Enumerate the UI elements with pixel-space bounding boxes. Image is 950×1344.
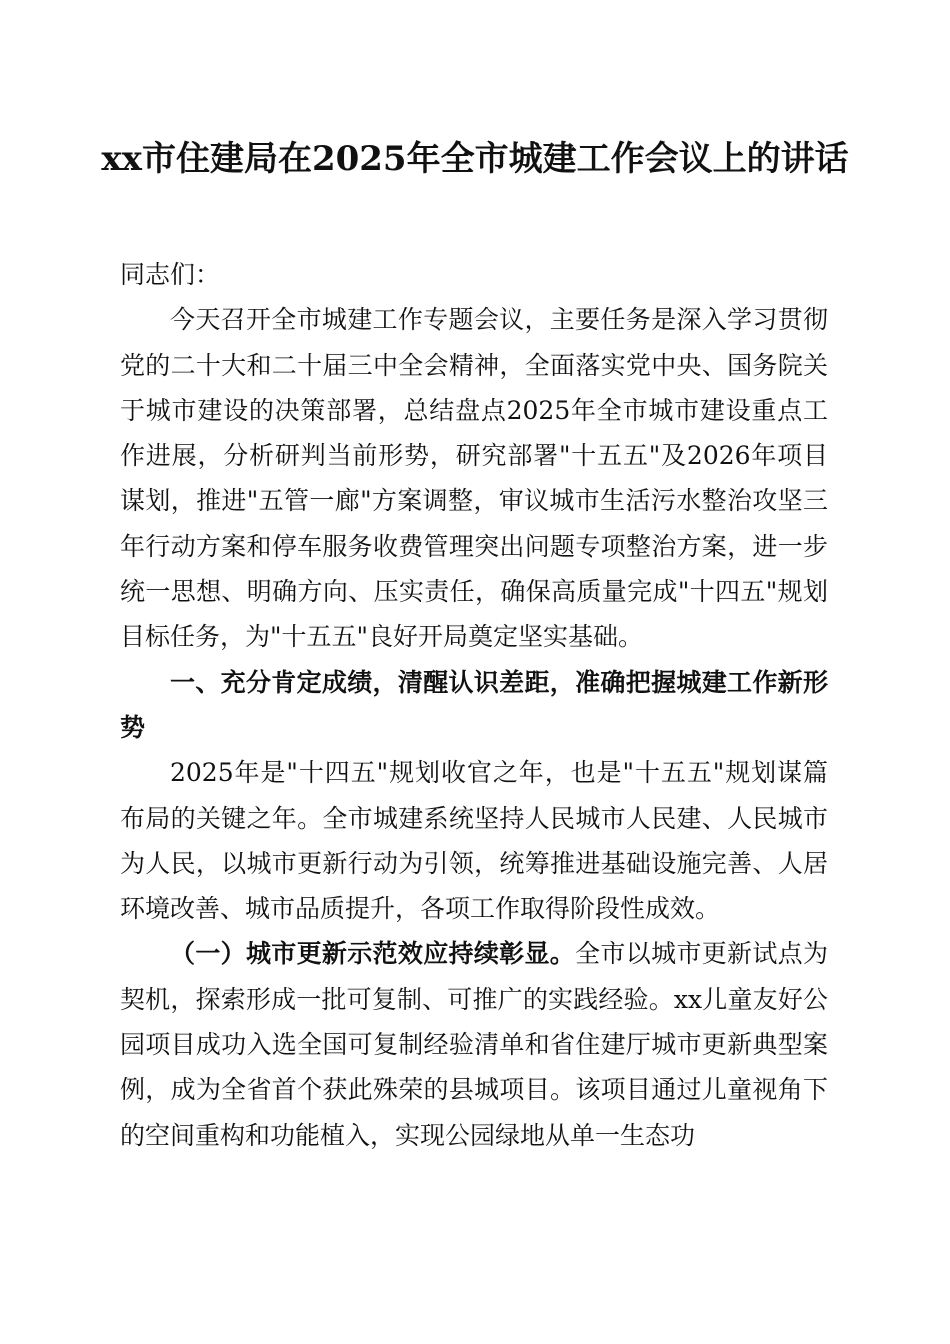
subsection-1-lead: （一）城市更新示范效应持续彰显。 (170, 939, 576, 969)
subsection-1-body: 全市以城市更新试点为契机，探索形成一批可复制、可推广的实践经验。xx儿童友好公园项目成功入选全国可复制经验清单和省住建厅城市更新典型案例，成为全省首个获此殊荣的县城项目。该项目通过儿童视角下的空间重构和功能植入，实现公园绿地从单一生态功 (120, 939, 828, 1150)
intro-paragraph: 今天召开全市城建工作专题会议，主要任务是深入学习贯彻党的二十大和二十届三中全会精神，全面落实党中央、国务院关于城市建设的决策部署，总结盘点2025年全市城市建设重点工作进展，分析研判当前形势，研究部署"十五五"及2026年项目谋划，推进"五管一廊"方案调整，审议城市生活污水整治攻坚三年行动方案和停车服务收费管理突出问题专项整治方案，进一步统一思想、明确方向、压实责任，确保高质量完成"十四五"规划目标任务，为"十五五"良好开局奠定坚实基础。 (120, 305, 828, 652)
salutation: 同志们： (120, 260, 221, 289)
document-body (120, 252, 828, 1158)
document-title: xx市住建局在2025年全市城建工作会议上的讲话 (101, 139, 849, 179)
subsection-1-paragraph (120, 931, 828, 1157)
section-heading-1: 一、充分肯定成绩，清醒认识差距，准确把握城建工作新形势 (120, 667, 828, 742)
section-1-paragraph: 2025年是"十四五"规划收官之年，也是"十五五"规划谋篇布局的关键之年。全市城建系统坚持人民城市人民建、人民城市为人民，以城市更新行动为引领，统筹推进基础设施完善、人居环境改善、城市品质提升，各项工作取得阶段性成效。 (120, 758, 828, 924)
